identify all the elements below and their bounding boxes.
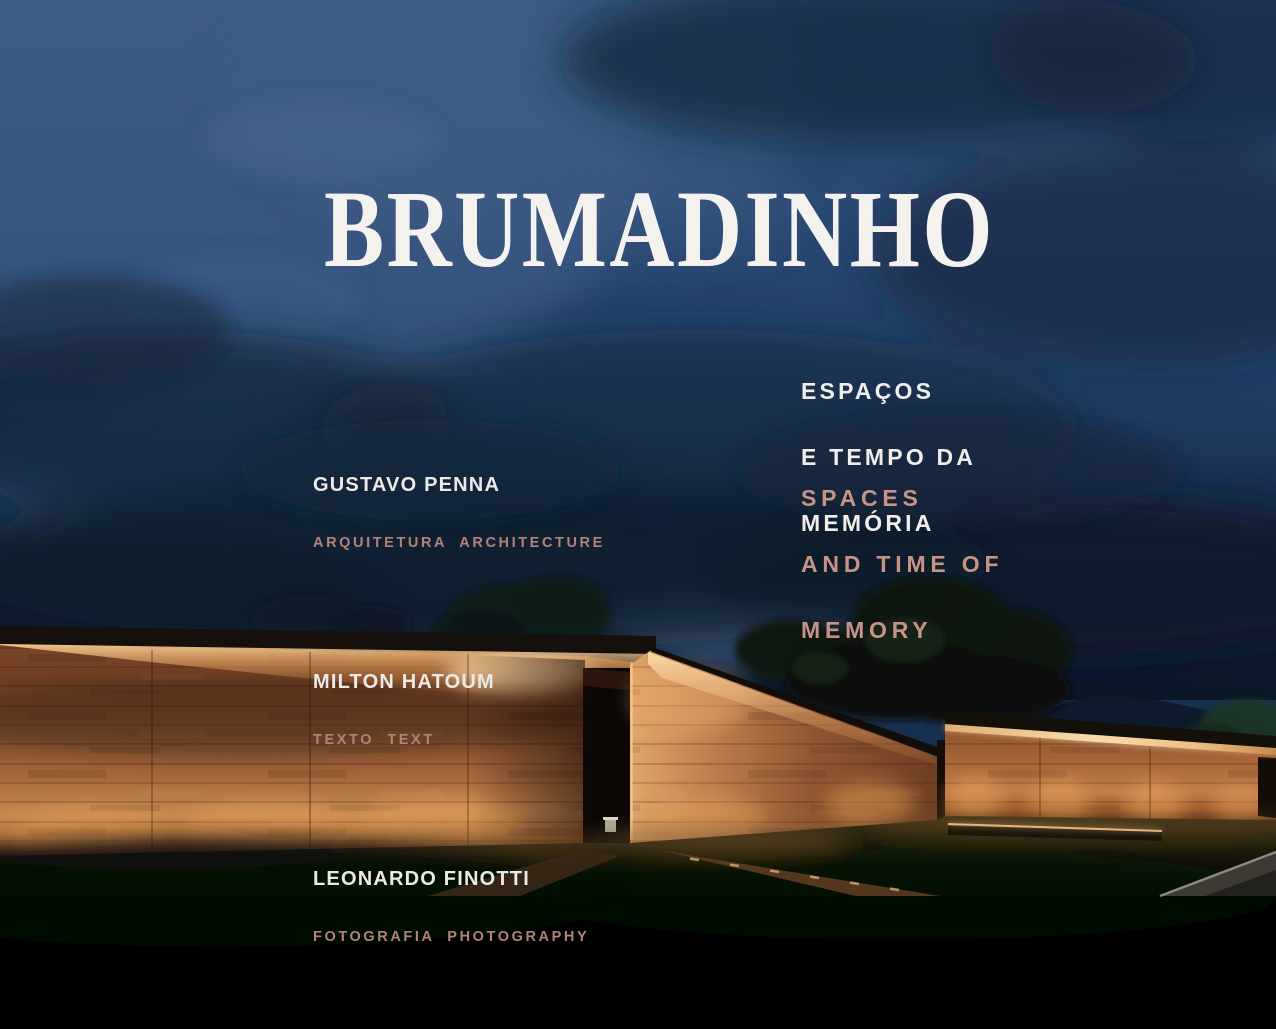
credit-role: FOTOGRAFIA PHOTOGRAPHY <box>313 929 590 945</box>
subtitle-pt-line: MEMÓRIA <box>801 510 935 536</box>
credit-name: GUSTAVO PENNA <box>313 474 501 496</box>
subtitle-pt-line: ESPAÇOS <box>801 378 935 404</box>
bench <box>603 817 618 832</box>
right-wall-opening <box>1258 757 1276 818</box>
subtitle-pt-line: E TEMPO DA <box>801 444 977 470</box>
credit-name: MILTON HATOUM <box>313 671 495 693</box>
credit-role: TEXTO TEXT <box>313 732 435 748</box>
credit-architecture <box>313 438 605 588</box>
subtitle-en-line: SPACES <box>801 485 923 511</box>
credits-block <box>313 402 605 1029</box>
subtitle-english <box>801 447 1003 681</box>
subtitle-en-line: AND TIME OF <box>801 551 1004 577</box>
credit-text <box>313 635 605 785</box>
credit-photography <box>313 832 605 982</box>
credit-role: ARQUITETURA ARCHITECTURE <box>313 535 605 551</box>
subtitle-en-line: MEMORY <box>801 617 933 643</box>
book-title: BRUMADINHO <box>323 168 995 290</box>
credit-name: LEONARDO FINOTTI <box>313 868 530 890</box>
